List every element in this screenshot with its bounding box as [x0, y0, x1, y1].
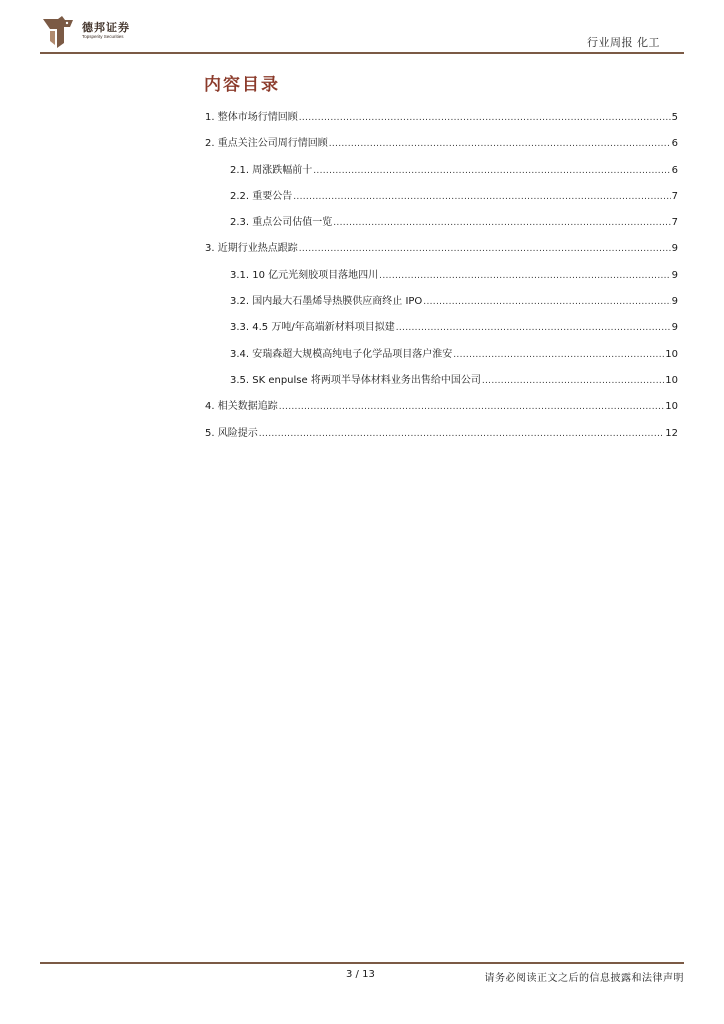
toc-entry-page: 9 — [671, 269, 678, 281]
toc-list — [0, 108, 724, 450]
toc-entry[interactable] — [0, 108, 678, 134]
toc-entry-label: 3.3. 4.5 万吨/年高端新材料项目拟建 — [230, 322, 395, 334]
page-indicator: 3 / 13 — [346, 969, 375, 980]
toc-entry-page: 6 — [671, 138, 678, 150]
toc-title: 内容目录 — [204, 75, 280, 95]
toc-entry[interactable] — [0, 397, 678, 423]
toc-entry-label: 3.5. SK enpulse 将两项半导体材料业务出售给中国公司 — [230, 374, 481, 386]
toc-entry-page: 7 — [671, 217, 678, 229]
toc-dot-leader — [279, 402, 665, 412]
toc-dot-leader — [299, 113, 671, 123]
toc-entry[interactable] — [0, 239, 678, 265]
toc-entry[interactable] — [0, 161, 678, 187]
toc-dot-leader — [259, 429, 665, 439]
toc-entry-page: 9 — [671, 322, 678, 334]
toc-entry[interactable] — [0, 424, 678, 450]
toc-entry-page: 9 — [671, 296, 678, 308]
toc-entry-page: 10 — [665, 401, 678, 413]
toc-dot-leader — [313, 166, 670, 176]
toc-entry-page: 10 — [665, 348, 678, 360]
toc-entry[interactable] — [0, 371, 678, 397]
toc-entry-page: 9 — [671, 243, 678, 255]
toc-dot-leader — [482, 376, 664, 386]
toc-dot-leader — [329, 139, 671, 149]
toc-entry[interactable] — [0, 266, 678, 292]
toc-dot-leader — [293, 192, 670, 202]
toc-dot-leader — [379, 271, 670, 281]
toc-entry-label: 2.3. 重点公司估值一览 — [230, 217, 333, 229]
toc-entry-page: 12 — [665, 427, 678, 439]
toc-entry-label: 1. 整体市场行情回顾 — [205, 112, 298, 123]
toc-entry-label: 3.4. 安瑞森超大规模高纯电子化学品项目落户淮安 — [230, 348, 453, 360]
toc-entry[interactable] — [0, 292, 678, 318]
toc-entry-page: 5 — [671, 112, 678, 123]
header-divider — [40, 52, 684, 54]
toc-entry-label: 2.2. 重要公告 — [230, 190, 293, 202]
toc-entry-label: 3. 近期行业热点跟踪 — [205, 243, 298, 255]
toc-entry-label: 2. 重点关注公司周行情回顾 — [205, 138, 328, 150]
toc-entry-label: 3.2. 国内最大石墨烯导热膜供应商终止 IPO — [230, 296, 423, 308]
toc-entry-label: 5. 风险提示 — [205, 427, 258, 439]
company-logo — [40, 15, 136, 49]
toc-entry-page: 7 — [671, 190, 678, 202]
toc-entry[interactable] — [0, 187, 678, 213]
report-category: 行业周报 化工 — [587, 36, 660, 49]
toc-dot-leader — [299, 244, 671, 254]
footer-divider — [40, 962, 684, 964]
toc-entry-label: 3.1. 10 亿元光刻胶项目落地四川 — [230, 269, 379, 281]
logo-english-name: Topsperity Securities — [82, 34, 124, 39]
toc-entry-page: 10 — [665, 374, 678, 386]
toc-dot-leader — [333, 218, 670, 228]
disclaimer-text: 请务必阅读正文之后的信息披露和法律声明 — [484, 973, 684, 984]
toc-dot-leader — [453, 350, 664, 360]
toc-entry-label: 2.1. 周涨跌幅前十 — [230, 164, 313, 176]
toc-entry[interactable] — [0, 213, 678, 239]
logo-mark-icon — [40, 15, 76, 49]
toc-entry-label: 4. 相关数据追踪 — [205, 401, 278, 413]
toc-entry[interactable] — [0, 345, 678, 371]
toc-entry[interactable] — [0, 134, 678, 160]
toc-entry-page: 6 — [671, 164, 678, 176]
toc-entry[interactable] — [0, 318, 678, 344]
toc-dot-leader — [396, 323, 671, 333]
logo-chinese-name: 德邦证券 — [82, 21, 130, 34]
toc-dot-leader — [423, 297, 670, 307]
